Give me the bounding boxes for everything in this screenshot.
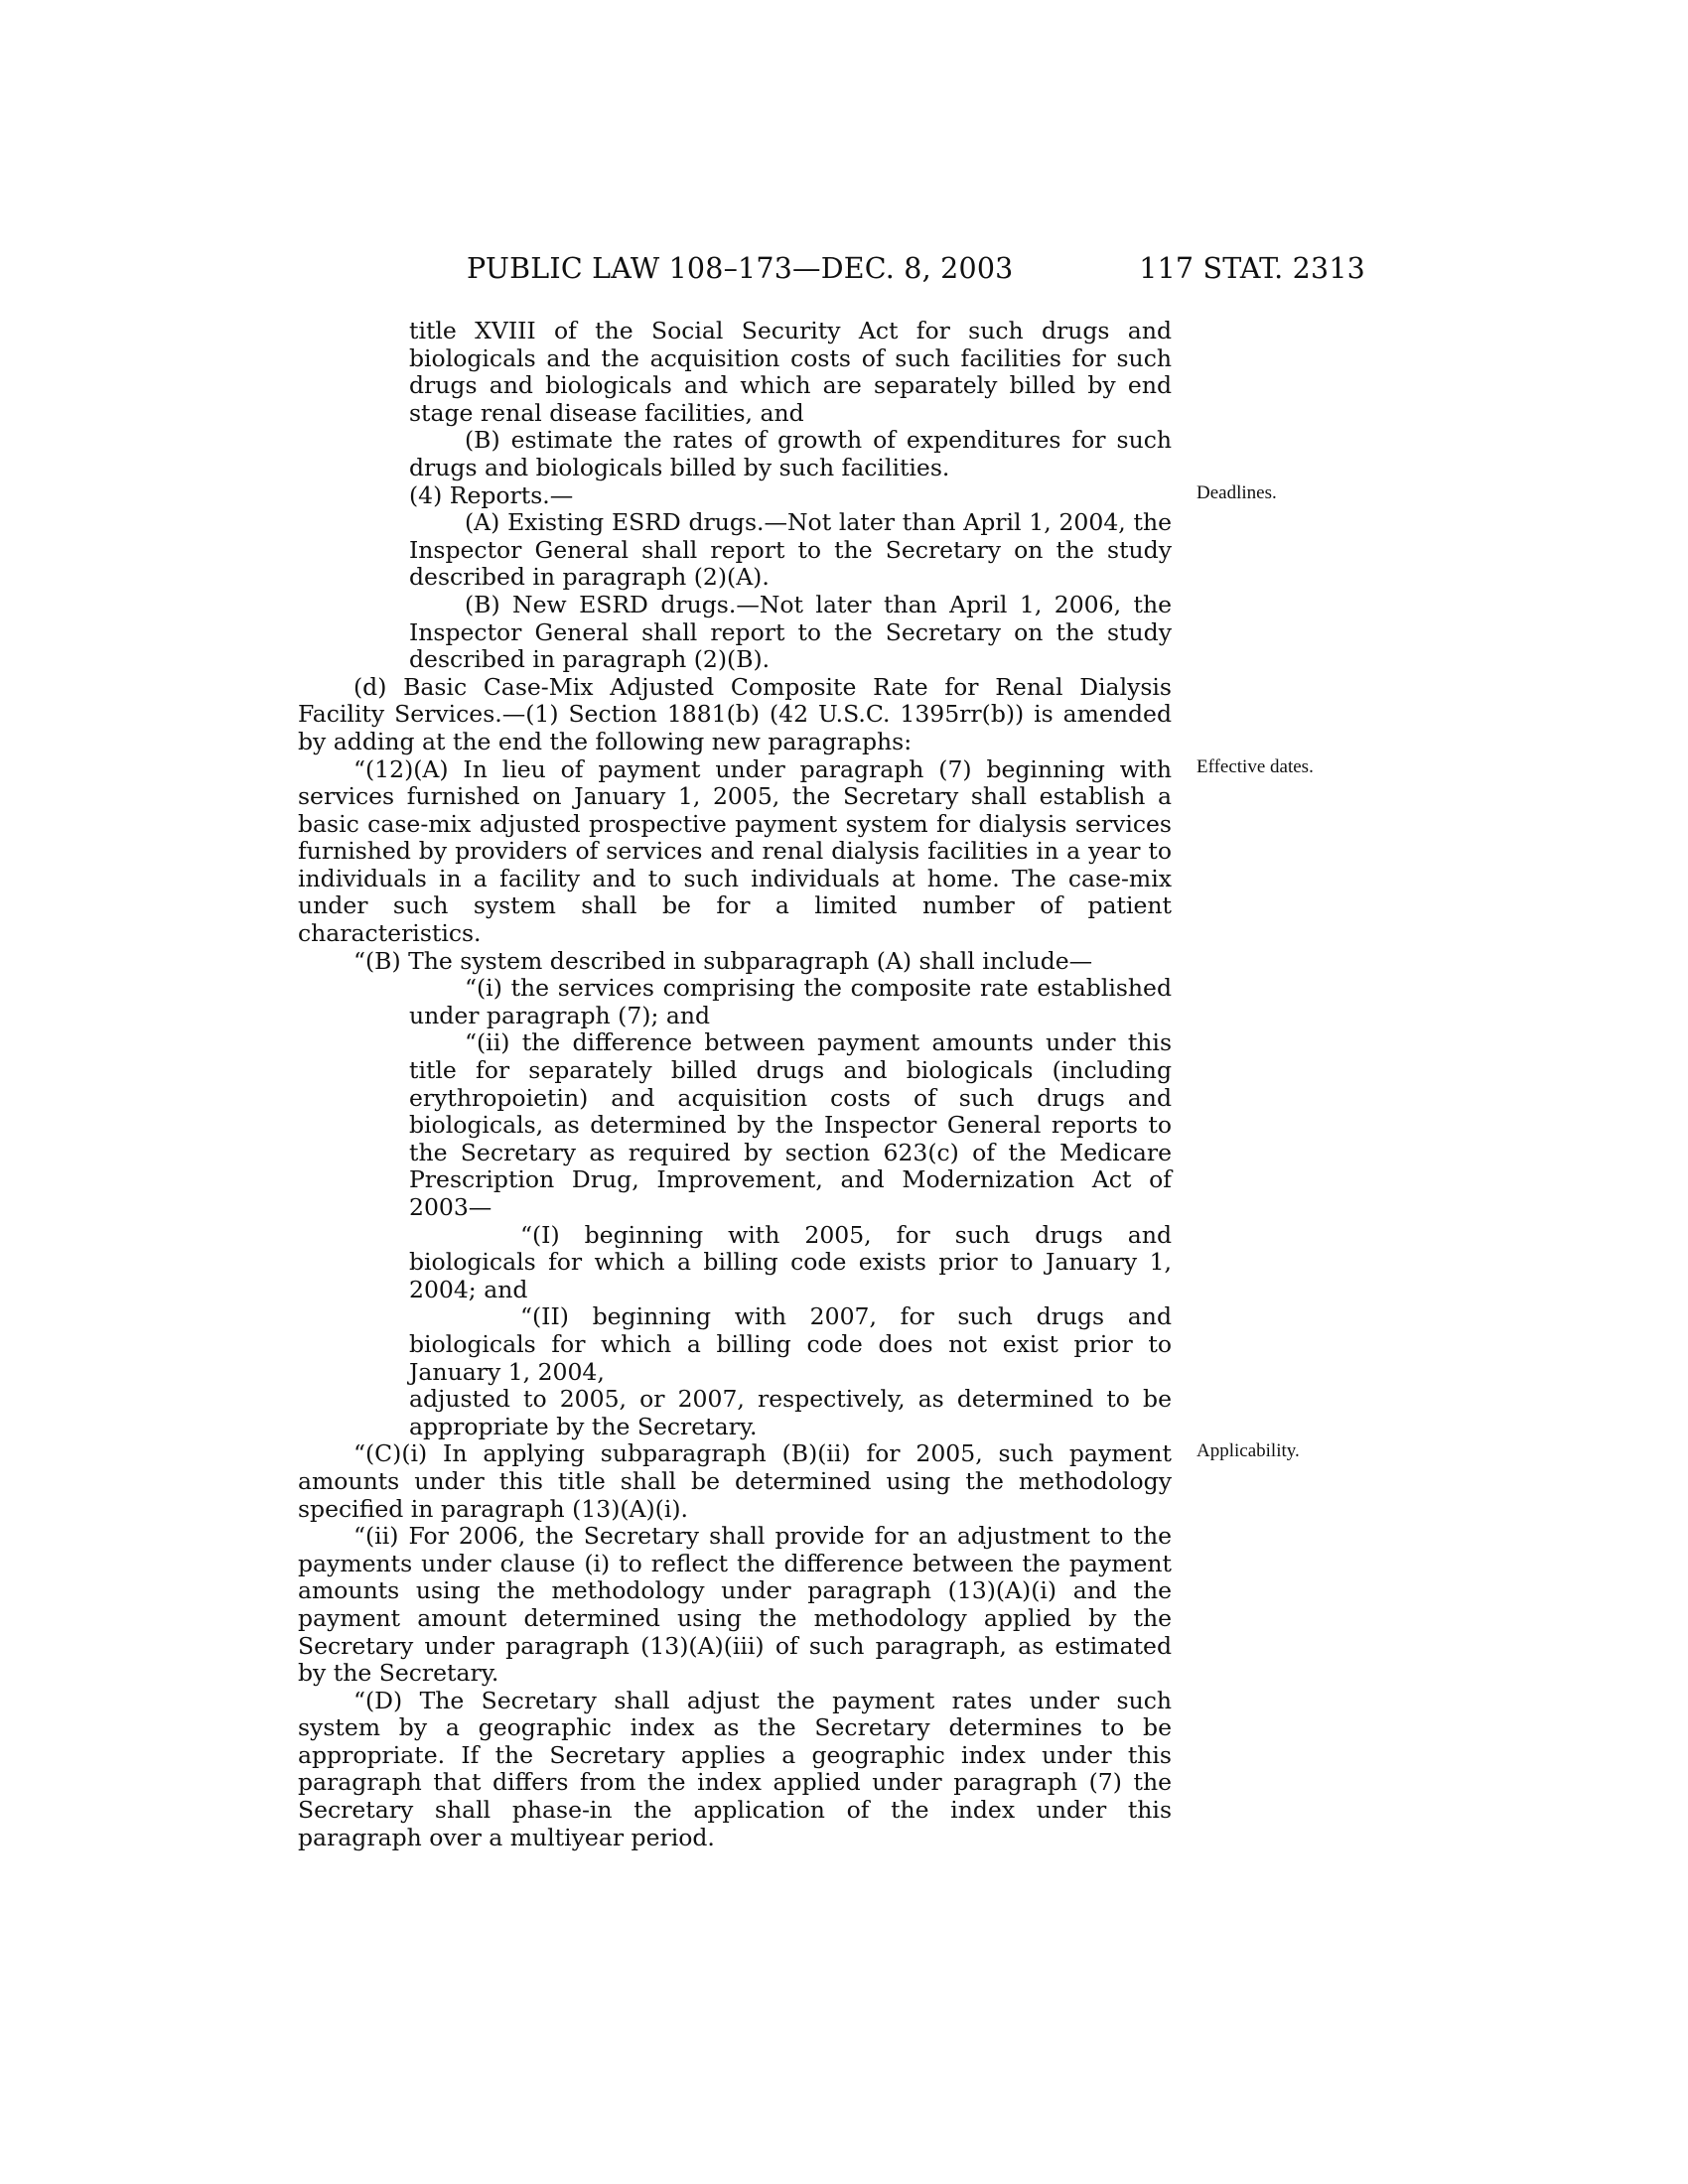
paragraph-4-reports	[298, 480, 1277, 510]
subsection-d: (d) Basic Case-Mix Adjusted Composite Rate for Renal Dialysis Facility Services.—(1) Section 1881(b) (42 U.S.C. 1395rr(b)) is amended by adding at the end the following new paragraphs:	[298, 672, 1172, 755]
margin-note-effective-dates: Effective dates.	[1196, 755, 1314, 777]
header-public-law: PUBLIC LAW 108–173—DEC. 8, 2003	[467, 252, 1014, 285]
clause-ii-continuation: adjusted to 2005, or 2007, respectively, as determined to be appropriate by the Secretary.	[409, 1385, 1172, 1440]
clause-i: “(i) the services comprising the composite rate established under paragraph (7); and	[409, 974, 1172, 1029]
paragraph-12c-ii: “(ii) For 2006, the Secretary shall provide for an adjustment to the payments under clause (i) to reflect the difference between the payment amounts using the methodology under paragraph (13)(A)(i) and the payment amount determined using the methodology applied by the Secretary under paragraph (13)(A)(iii) of such paragraph, as estimated by the Secretary.	[298, 1522, 1172, 1688]
header-statute-page: 117 STAT. 2313	[1139, 252, 1365, 285]
subclause-I: “(I) beginning with 2005, for such drugs and biologicals for which a billing code exists prior to January 1, 2004; and	[409, 1220, 1172, 1303]
margin-note-deadlines: Deadlines.	[1196, 481, 1277, 503]
paragraph-12d: “(D) The Secretary shall adjust the payment rates under such system by a geographic index as the Secretary determines to be appropriate. If the Secretary applies a geographic index under this paragraph that differs from the index applied under paragraph (7) the Secretary shall phase-in the application of the index under this paragraph over a multiyear period.	[298, 1686, 1172, 1851]
paragraph-12b: “(B) The system described in subparagraph (A) shall include—	[353, 946, 1093, 975]
paragraph-3b: (B) estimate the rates of growth of expenditures for such drugs and biologicals billed by such facilities.	[409, 426, 1172, 481]
paragraph-4-text: (4) Reports.—	[409, 480, 574, 509]
subclause-II: “(II) beginning with 2007, for such drugs and biologicals for which a billing code does not exist prior to January 1, 2004,	[409, 1302, 1172, 1386]
paragraph-4a: (A) Existing ESRD drugs.—Not later than April 1, 2004, the Inspector General shall report to the Secretary on the study described in paragraph (2)(A).	[409, 508, 1172, 592]
paragraph-continued: title XVIII of the Social Security Act for such drugs and biologicals and the acquisition costs of such facilities for such drugs and biologicals and which are separately billed by end stage renal disease facilities, and	[409, 317, 1172, 427]
clause-ii: “(ii) the difference between payment amounts under this title for separately billed drugs and biologicals (including erythropoietin) and acquisition costs of such drugs and biologicals, as determined by the Inspector General reports to the Secretary as required by section 623(c) of the Medicare Prescription Drug, Improvement, and Modernization Act of 2003—	[409, 1028, 1172, 1221]
paragraph-12c-i	[298, 1439, 1300, 1523]
margin-note-applicability: Applicability.	[1196, 1440, 1300, 1462]
running-header	[467, 252, 1365, 292]
paragraph-4b: (B) New ESRD drugs.—Not later than April 1, 2006, the Inspector General shall report to the Secretary on the study described in paragraph (2)(B).	[409, 590, 1172, 674]
paragraph-12c-i-text: “(C)(i) In applying subparagraph (B)(ii) for 2005, such payment amounts under this title shall be determined using the methodology specified in paragraph (13)(A)(i).	[298, 1439, 1172, 1523]
document-body	[298, 317, 1314, 1851]
paragraph-12a-text: “(12)(A) In lieu of payment under paragraph (7) beginning with services furnished on January 1, 2005, the Secretary shall establish a basic case-mix adjusted prospective payment system for dialysis services furnished by providers of services and renal dialysis facilities in a year to individuals in a facility and to such individuals at home. The case-mix under such system shall be for a limited number of patient characteristics.	[298, 754, 1172, 948]
paragraph-12a	[298, 754, 1314, 948]
